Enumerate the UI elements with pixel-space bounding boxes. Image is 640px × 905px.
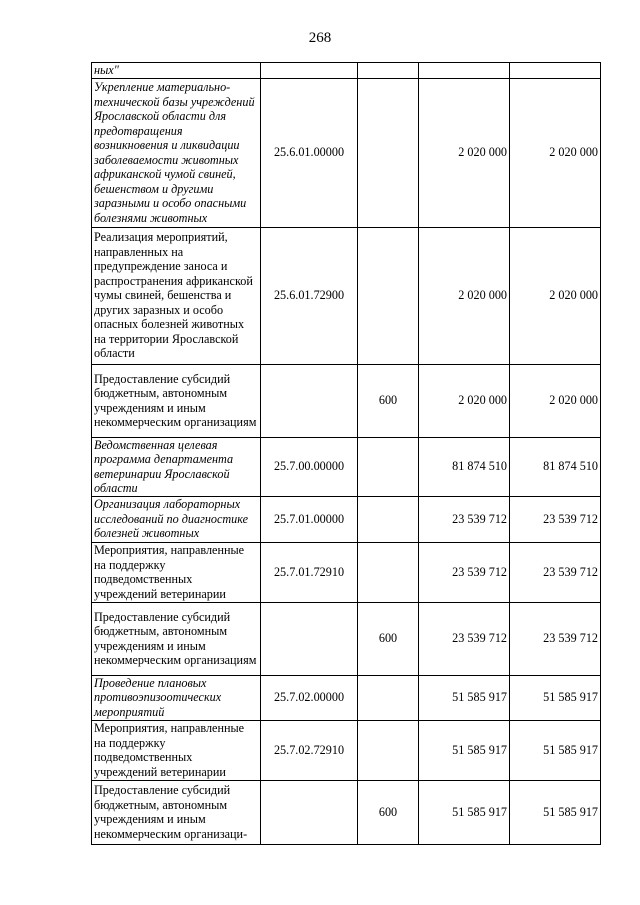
row-expense-type <box>358 542 419 602</box>
row-name: Реализация мероприятий, направленных на предупреждение заноса и распространения африканской чумы свиней, бешенства и других заразных и особо опасных болезней животных на территории Ярославской области <box>92 227 261 364</box>
row-code: 25.6.01.72900 <box>261 227 358 364</box>
table-row <box>92 602 601 675</box>
row-sum-1: 23 539 712 <box>419 496 510 542</box>
row-sum-1: 23 539 712 <box>419 542 510 602</box>
row-sum-2: 23 539 712 <box>510 542 601 602</box>
table-row <box>92 542 601 602</box>
table-row <box>92 63 601 79</box>
row-expense-type <box>358 78 419 227</box>
row-sum-1: 51 585 917 <box>419 720 510 780</box>
row-sum-1: 23 539 712 <box>419 602 510 675</box>
row-sum-2: 51 585 917 <box>510 675 601 720</box>
row-name: Проведение плановых противоэпизоотических мероприятий <box>92 675 261 720</box>
row-code <box>261 364 358 437</box>
budget-table <box>91 62 601 845</box>
row-expense-type <box>358 437 419 496</box>
row-sum-2: 51 585 917 <box>510 780 601 844</box>
table-row <box>92 437 601 496</box>
row-expense-type <box>358 63 419 79</box>
row-sum-2: 2 020 000 <box>510 78 601 227</box>
row-name: Мероприятия, направленные на поддержку подведомственных учреждений ветеринарии <box>92 720 261 780</box>
table-row <box>92 364 601 437</box>
row-name: Предоставление субсидий бюджетным, автономным учреждениям и иным некоммерческим организациям <box>92 364 261 437</box>
row-expense-type <box>358 496 419 542</box>
page-number: 268 <box>308 30 332 46</box>
row-code <box>261 63 358 79</box>
row-name: Укрепление материально-технической базы учреждений Ярославской области для предотвращения возникновения и ликвидации заболеваемости животных африканской чумой свиней, бешенством и другими заразными и особо опасными болезнями животных <box>92 78 261 227</box>
row-expense-type: 600 <box>358 364 419 437</box>
row-name: Предоставление субсидий бюджетным, автономным учреждениям и иным некоммерческим организациям <box>92 602 261 675</box>
row-code <box>261 780 358 844</box>
table-row <box>92 78 601 227</box>
row-sum-1: 51 585 917 <box>419 780 510 844</box>
row-code: 25.7.01.72910 <box>261 542 358 602</box>
row-name: ных" <box>92 63 261 79</box>
row-code: 25.7.02.72910 <box>261 720 358 780</box>
row-sum-1: 2 020 000 <box>419 227 510 364</box>
row-sum-2: 51 585 917 <box>510 720 601 780</box>
row-sum-1 <box>419 63 510 79</box>
table-row <box>92 675 601 720</box>
row-sum-1: 81 874 510 <box>419 437 510 496</box>
row-code: 25.7.00.00000 <box>261 437 358 496</box>
row-sum-2 <box>510 63 601 79</box>
row-name: Ведомственная целевая программа департамента ветеринарии Ярославской области <box>92 437 261 496</box>
row-code: 25.7.01.00000 <box>261 496 358 542</box>
row-expense-type <box>358 675 419 720</box>
table-row <box>92 227 601 364</box>
row-sum-1: 51 585 917 <box>419 675 510 720</box>
row-expense-type: 600 <box>358 602 419 675</box>
row-code: 25.6.01.00000 <box>261 78 358 227</box>
row-expense-type: 600 <box>358 780 419 844</box>
row-expense-type <box>358 227 419 364</box>
row-code: 25.7.02.00000 <box>261 675 358 720</box>
row-sum-2: 2 020 000 <box>510 364 601 437</box>
row-name: Организация лабораторных исследований по диагностике болезней животных <box>92 496 261 542</box>
row-sum-2: 81 874 510 <box>510 437 601 496</box>
row-sum-1: 2 020 000 <box>419 78 510 227</box>
row-name: Мероприятия, направленные на поддержку подведомственных учреждений ветеринарии <box>92 542 261 602</box>
table-row <box>92 720 601 780</box>
row-name: Предоставление субсидий бюджетным, автономным учреждениям и иным некоммерческим организаци- <box>92 780 261 844</box>
row-sum-1: 2 020 000 <box>419 364 510 437</box>
row-sum-2: 23 539 712 <box>510 496 601 542</box>
row-sum-2: 2 020 000 <box>510 227 601 364</box>
table-row <box>92 780 601 844</box>
row-code <box>261 602 358 675</box>
row-sum-2: 23 539 712 <box>510 602 601 675</box>
row-expense-type <box>358 720 419 780</box>
table-row <box>92 496 601 542</box>
